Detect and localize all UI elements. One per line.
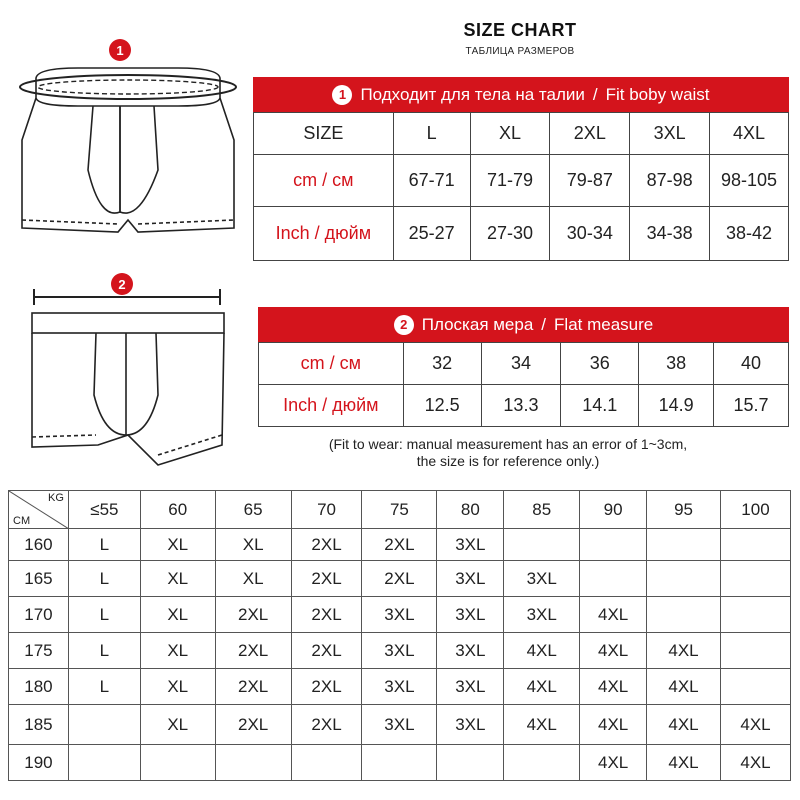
row-label-cm: cm / см <box>254 155 394 207</box>
size-cell <box>720 561 790 597</box>
size-cell: 3XL <box>504 561 580 597</box>
size-cell: 3XL <box>437 669 504 705</box>
size-cell: 4XL <box>580 745 647 781</box>
table-cell: 32 <box>403 343 481 385</box>
size-cell: 4XL <box>504 669 580 705</box>
size-cell: 4XL <box>647 633 721 669</box>
size-cell <box>720 529 790 561</box>
size-cell <box>720 597 790 633</box>
table-cell: 34 <box>481 343 561 385</box>
size-cell <box>647 597 721 633</box>
size-col-label: L <box>393 113 470 155</box>
flat-measure-table <box>258 342 789 427</box>
size-cell: 4XL <box>647 669 721 705</box>
waist-size-table <box>253 112 789 261</box>
size-cell: 3XL <box>437 597 504 633</box>
table-corner <box>9 491 69 529</box>
size-cell: 4XL <box>580 669 647 705</box>
table-cell: 38-42 <box>710 207 789 261</box>
fit-waist-banner <box>253 77 789 112</box>
note-line-1: (Fit to wear: manual measurement has an error of 1~3cm, <box>328 436 688 452</box>
size-cell: 2XL <box>215 597 291 633</box>
page-subtitle: ТАБЛИЦА РАЗМЕРОВ <box>465 46 575 57</box>
size-cell <box>437 745 504 781</box>
size-cell <box>140 745 215 781</box>
weight-header: ≤55 <box>68 491 140 529</box>
size-cell: 2XL <box>291 705 362 745</box>
table-cell: 13.3 <box>481 385 561 427</box>
size-cell: 2XL <box>291 597 362 633</box>
size-cell: 2XL <box>215 705 291 745</box>
height-label: 160 <box>9 529 69 561</box>
boxer-flat-illustration <box>8 285 248 475</box>
size-cell: L <box>68 561 140 597</box>
table-row <box>9 561 791 597</box>
weight-header: 65 <box>215 491 291 529</box>
table-row <box>9 745 791 781</box>
size-cell <box>647 529 721 561</box>
size-cell: 2XL <box>362 561 437 597</box>
size-cell: 3XL <box>437 705 504 745</box>
height-weight-table <box>8 490 791 781</box>
size-cell: 3XL <box>362 669 437 705</box>
weight-header: 70 <box>291 491 362 529</box>
table-cell: 14.1 <box>561 385 639 427</box>
table-row <box>9 705 791 745</box>
table-cell: 71-79 <box>470 155 550 207</box>
size-cell <box>720 633 790 669</box>
table-cell: 15.7 <box>714 385 789 427</box>
size-col-label: 4XL <box>710 113 789 155</box>
height-label: 165 <box>9 561 69 597</box>
size-cell: 4XL <box>580 705 647 745</box>
size-cell: 2XL <box>362 529 437 561</box>
height-weight-body <box>9 529 791 781</box>
size-cell: 3XL <box>362 633 437 669</box>
table-row <box>9 597 791 633</box>
size-col-label: 3XL <box>630 113 710 155</box>
height-label: 185 <box>9 705 69 745</box>
size-cell <box>720 669 790 705</box>
table-cell: 34-38 <box>630 207 710 261</box>
height-label: 180 <box>9 669 69 705</box>
size-cell: 2XL <box>291 669 362 705</box>
size-cell: 2XL <box>291 633 362 669</box>
banner-1-sep: / <box>592 84 598 104</box>
size-cell <box>580 529 647 561</box>
size-cell: L <box>68 597 140 633</box>
size-cell: XL <box>140 669 215 705</box>
corner-cm-label: CM <box>13 515 31 527</box>
size-col-label: XL <box>470 113 550 155</box>
size-cell: XL <box>140 705 215 745</box>
height-label: 190 <box>9 745 69 781</box>
table-cell: 38 <box>639 343 714 385</box>
weight-header: 75 <box>362 491 437 529</box>
table-cell: 12.5 <box>403 385 481 427</box>
table-cell: 87-98 <box>630 155 710 207</box>
step-2-badge: 2 <box>111 273 133 295</box>
size-cell <box>362 745 437 781</box>
size-cell <box>504 745 580 781</box>
table-row <box>9 529 791 561</box>
flat-measure-banner <box>258 307 789 342</box>
table-cell: 79-87 <box>550 155 630 207</box>
size-cell <box>291 745 362 781</box>
banner-2-ru: Плоская мера <box>421 314 534 334</box>
table-cell: 25-27 <box>393 207 470 261</box>
size-header-label: SIZE <box>254 113 394 155</box>
size-cell: 4XL <box>580 597 647 633</box>
height-label: 175 <box>9 633 69 669</box>
size-cell: 2XL <box>215 633 291 669</box>
measurement-note <box>258 436 758 470</box>
size-cell: XL <box>140 529 215 561</box>
banner-2-sep: / <box>541 314 547 334</box>
height-label: 170 <box>9 597 69 633</box>
table-row <box>9 669 791 705</box>
banner-1-ru: Подходит для тела на талии <box>360 84 585 104</box>
weight-header: 100 <box>720 491 790 529</box>
row-label-cm: cm / см <box>259 343 404 385</box>
size-cell <box>68 745 140 781</box>
size-cell: 3XL <box>437 633 504 669</box>
size-col-label: 2XL <box>550 113 630 155</box>
size-cell: 3XL <box>362 597 437 633</box>
size-cell: 4XL <box>647 745 721 781</box>
size-cell <box>215 745 291 781</box>
size-cell <box>504 529 580 561</box>
size-cell: 2XL <box>291 561 362 597</box>
table-cell: 40 <box>714 343 789 385</box>
size-cell: XL <box>140 561 215 597</box>
banner-2-number: 2 <box>394 315 414 335</box>
banner-1-en: Fit boby waist <box>605 84 710 104</box>
table-cell: 30-34 <box>550 207 630 261</box>
table-cell: 36 <box>561 343 639 385</box>
size-cell: L <box>68 633 140 669</box>
size-cell <box>68 705 140 745</box>
size-cell <box>647 561 721 597</box>
table-row <box>9 633 791 669</box>
size-cell: 4XL <box>504 633 580 669</box>
size-cell: 3XL <box>437 529 504 561</box>
size-cell: 3XL <box>362 705 437 745</box>
weight-header: 60 <box>140 491 215 529</box>
size-cell: L <box>68 669 140 705</box>
size-cell: 4XL <box>580 633 647 669</box>
row-label-inch: Inch / дюйм <box>259 385 404 427</box>
size-cell: 2XL <box>291 529 362 561</box>
size-cell: 3XL <box>437 561 504 597</box>
corner-kg-label: KG <box>48 492 64 504</box>
size-cell: L <box>68 529 140 561</box>
weight-header: 80 <box>437 491 504 529</box>
weight-header: 95 <box>647 491 721 529</box>
size-cell: 2XL <box>215 669 291 705</box>
size-cell: XL <box>215 561 291 597</box>
size-cell: XL <box>140 597 215 633</box>
weight-header: 85 <box>504 491 580 529</box>
boxer-waist-illustration <box>8 60 248 260</box>
table-cell: 14.9 <box>639 385 714 427</box>
size-cell: 4XL <box>504 705 580 745</box>
row-label-inch: Inch / дюйм <box>254 207 394 261</box>
size-cell: 4XL <box>720 705 790 745</box>
banner-2-en: Flat measure <box>554 314 654 334</box>
step-1-badge: 1 <box>109 39 131 61</box>
note-line-2: the size is for reference only.) <box>416 453 600 469</box>
size-cell: 4XL <box>647 705 721 745</box>
table-cell: 27-30 <box>470 207 550 261</box>
page-title: SIZE CHART <box>463 20 577 40</box>
size-cell: XL <box>140 633 215 669</box>
size-cell <box>580 561 647 597</box>
banner-1-number: 1 <box>332 85 352 105</box>
weight-header: 90 <box>580 491 647 529</box>
size-cell: 3XL <box>504 597 580 633</box>
table-cell: 98-105 <box>710 155 789 207</box>
size-cell: XL <box>215 529 291 561</box>
size-cell: 4XL <box>720 745 790 781</box>
table-cell: 67-71 <box>393 155 470 207</box>
